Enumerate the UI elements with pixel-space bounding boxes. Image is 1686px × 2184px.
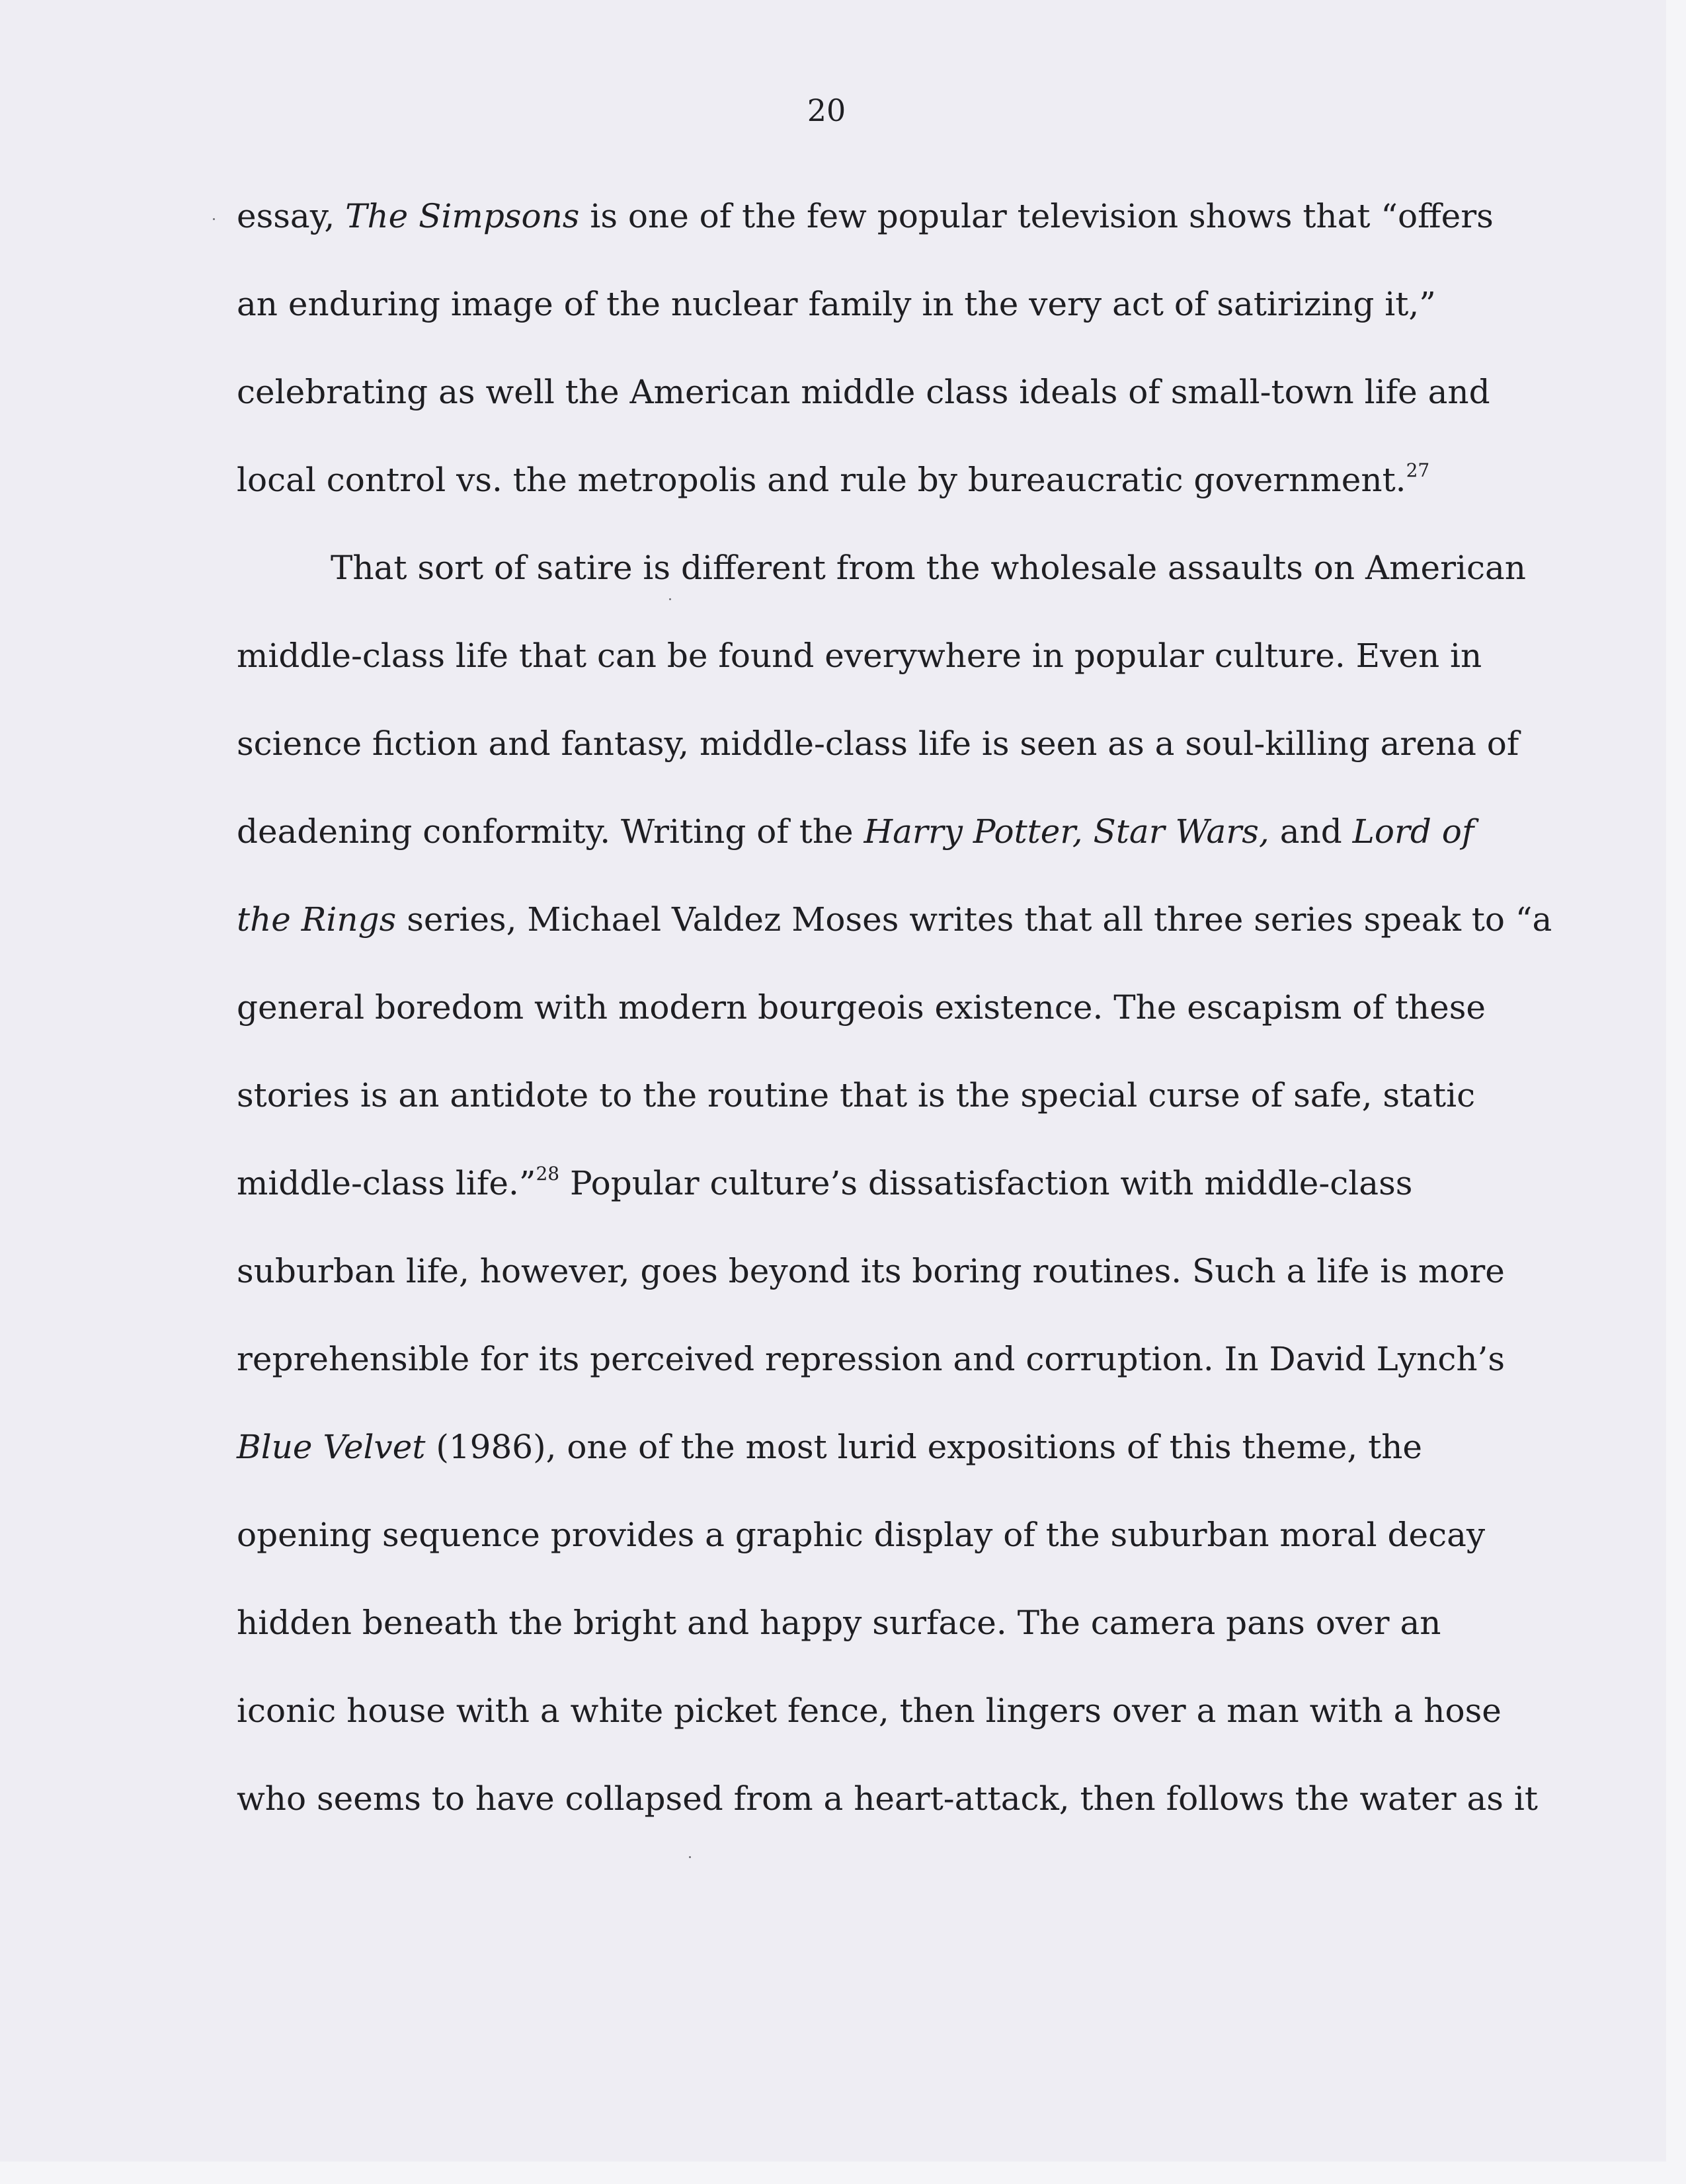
italic-title-harry-potter-star-wars: Harry Potter, Star Wars,: [863, 812, 1269, 851]
text-line-12: middle-class life.”$^{28}$ Popular culture’s dissatisfaction with middle-class: [237, 1163, 1413, 1202]
footnote-marker-27: 27: [1406, 459, 1430, 481]
text-line-3: celebrating as well the American middle class ideals of small-town life and: [237, 373, 1490, 411]
scan-speck: [213, 218, 215, 220]
text-line-15: Blue Velvet (1986), one of the most lurid expositions of this theme, the: [237, 1428, 1422, 1466]
text-line-19: who seems to have collapsed from a heart-attack, then follows the water as it: [237, 1779, 1538, 1818]
text-line-17: hidden beneath the bright and happy surface. The camera pans over an: [237, 1604, 1441, 1642]
text-line-13: suburban life, however, goes beyond its boring routines. Such a life is more: [237, 1252, 1505, 1290]
text-line-9: the Rings series, Michael Valdez Moses writes that all three series speak to “a: [237, 900, 1552, 939]
text-line-7: science fiction and fantasy, middle-class life is seen as a soul-killing arena of: [237, 724, 1519, 763]
text-line-10: general boredom with modern bourgeois existence. The escapism of these: [237, 988, 1486, 1027]
scan-margin-right: [1666, 0, 1686, 2184]
text-line-18: iconic house with a white picket fence, then lingers over a man with a hose: [237, 1692, 1502, 1730]
footnote-marker-28: 28: [536, 1163, 560, 1185]
text-line-16: opening sequence provides a graphic display of the suburban moral decay: [237, 1516, 1486, 1554]
text-line-11: stories is an antidote to the routine that is the special curse of safe, static: [237, 1076, 1476, 1114]
italic-title-simpsons: The Simpsons: [345, 197, 580, 235]
page-number: 20: [807, 93, 846, 128]
italic-title-blue-velvet: Blue Velvet: [237, 1428, 426, 1466]
text-line-1: essay, The Simpsons is one of the few popular television shows that “offers: [237, 197, 1494, 235]
text-line-8: deadening conformity. Writing of the Harry Potter, Star Wars, and Lord of: [237, 812, 1474, 851]
text-line-4: local control vs. the metropolis and rule by bureaucratic government.$^{27}$: [237, 459, 1430, 499]
scan-speck: [669, 598, 671, 600]
scan-margin-bottom: [0, 2162, 1686, 2184]
text-line-5-paragraph-start: That sort of satire is different from the wholesale assaults on American: [331, 549, 1526, 587]
scan-speck: [689, 1856, 691, 1858]
italic-title-lord-of: Lord of: [1352, 812, 1474, 851]
text-line-14: reprehensible for its perceived repression and corruption. In David Lynch’s: [237, 1340, 1505, 1378]
text-line-2: an enduring image of the nuclear family in the very act of satirizing it,”: [237, 285, 1436, 323]
text-line-6: middle-class life that can be found everywhere in popular culture. Even in: [237, 637, 1482, 675]
italic-title-the-rings: the Rings: [237, 900, 397, 939]
